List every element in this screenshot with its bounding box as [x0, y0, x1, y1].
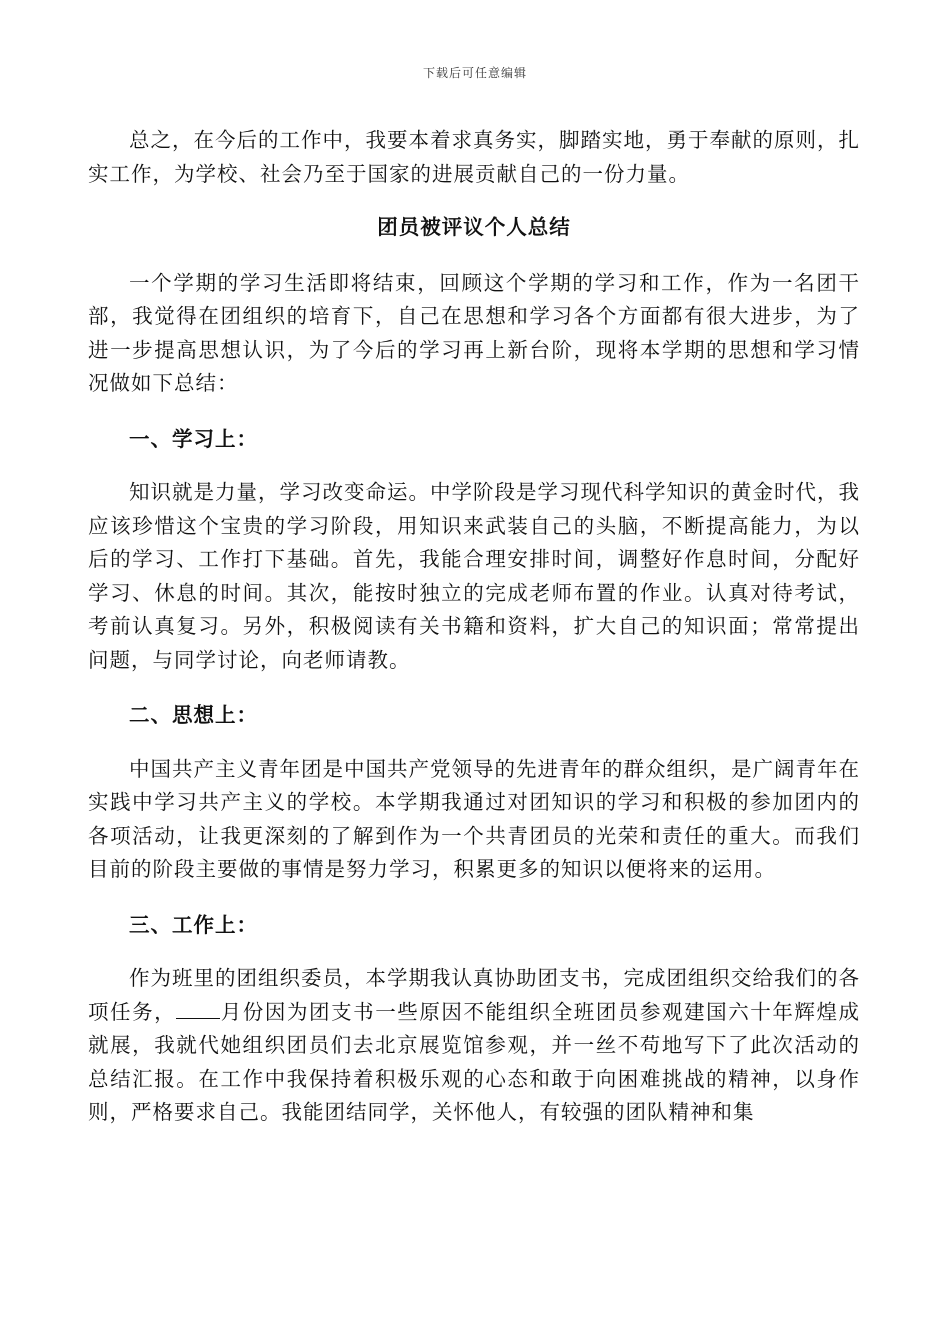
section-body-work-part2: 月份因为团支书一些原因不能组织全班团员参观建国六十年辉煌成就展，我就代她组织团员们去北京展览馆参观，并一丝不苟地写下了此次活动的总结汇报。在工作中我保持着积极乐观的心态和敢于向困难挑战的精神，以身作则，严格要求自己。我能团结同学，关怀他人，有较强的团队精神和集 [88, 999, 861, 1124]
section-heading-thought: 二、思想上： [129, 703, 258, 727]
section-body-study: 知识就是力量，学习改变命运。中学阶段是学习现代科学知识的黄金时代，我应该珍惜这个宝贵的学习阶段，用知识来武装自己的头脑，不断提高能力，为以后的学习、工作打下基础。首先，我能合理安排时间，调整好作息时间，分配好学习、休息的时间。其次，能按时独立的完成老师布置的作业。认真对待考试，考前认真复习。另外，积极阅读有关书籍和资料，扩大自己的知识面；常常提出问题，与同学讨论，向老师请教。 [88, 480, 860, 672]
document-title: 团员被评议个人总结 [377, 215, 571, 239]
page-header: 下载后可任意编辑 [422, 66, 527, 80]
section-body-thought: 中国共产主义青年团是中国共产党领导的先进青年的群众组织，是广阔青年在实践中学习共产主义的学校。本学期我通过对团知识的学习和积极的参加团内的各项活动，让我更深刻的了解到作为一个共青团员的光荣和责任的重大。而我们目前的阶段主要做的事情是努力学习，积累更多的知识以便将来的运用。 [88, 756, 860, 881]
fill-in-blank [176, 996, 220, 1019]
opening-paragraph: 一个学期的学习生活即将结束，回顾这个学期的学习和工作，作为一名团干部，我觉得在团组织的培育下，自己在思想和学习各个方面都有很大进步，为了进一步提高思想认识，为了今后的学习再上新台阶，现将本学期的思想和学习情况做如下总结： [88, 270, 860, 395]
document-body [88, 124, 860, 1130]
intro-paragraph: 总之，在今后的工作中，我要本着求真务实，脚踏实地，勇于奉献的原则，扎实工作，为学校、社会乃至于国家的进展贡献自己的一份力量。 [88, 128, 860, 186]
section-body-work [88, 962, 860, 1130]
section-body-work-part1: 作为班里的团组织委员，本学期我认真协助团支书，完成团组织交给我们的各项任务， [88, 966, 860, 1024]
section-heading-study: 一、学习上： [129, 426, 258, 451]
section-heading-work: 三、工作上： [129, 912, 258, 937]
